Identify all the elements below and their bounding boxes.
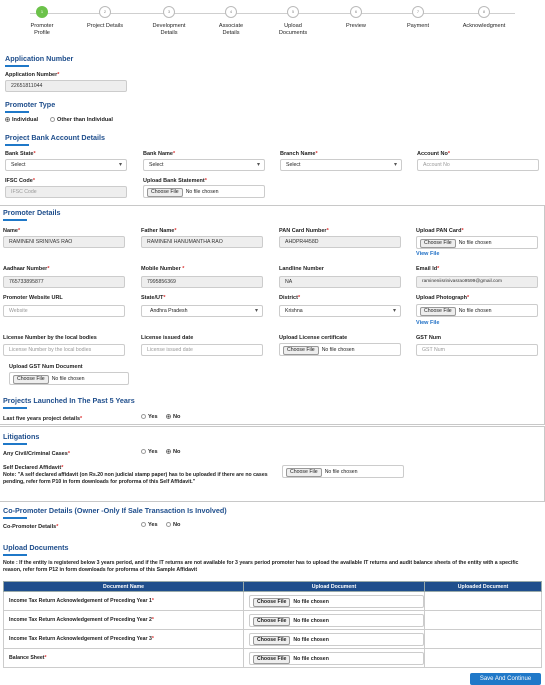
cases-yes-radio[interactable]: Yes [141,449,158,455]
branch-name-select[interactable]: Select ▾ [280,159,402,171]
upload-photo-file[interactable] [416,304,538,317]
step-2[interactable] [75,6,135,30]
copromoter-no-radio[interactable]: No [166,522,180,528]
step-label: Acknowledgment [462,23,506,29]
section-underline [3,554,27,556]
upload-cell [244,611,425,630]
license-number-label: License Number by the local bodies [3,335,97,341]
document-file-input[interactable] [249,595,424,608]
step-label: Preview [346,23,366,29]
radio-dot[interactable] [141,522,146,527]
document-name-cell: Balance Sheet* [4,649,244,668]
section-projects: Projects Launched In The Past 5 Years [3,396,135,405]
mobile-label: Mobile Number * [141,266,185,272]
step-label: Payment [406,23,430,29]
file-status: No file chosen [458,308,492,314]
document-name-cell: Income Tax Return Acknowledgement of Preceding Year 3* [4,630,244,649]
gst-input[interactable]: GST Num [416,344,538,356]
upload-cell [244,649,425,668]
section-litigations: Litigations [3,432,40,441]
application-number-field: 22651811044 [5,80,127,92]
choose-file-button[interactable]: Choose File [286,468,322,477]
step-1[interactable] [12,6,72,37]
choose-file-button[interactable]: Choose File [283,346,319,355]
choose-file-button[interactable]: Choose File [253,617,290,626]
step-8[interactable] [454,6,514,30]
step-label: Upload Documents [278,23,308,36]
father-name-field: RAMINENI HANUMANTHA RAO [141,236,263,248]
choose-file-button[interactable]: Choose File [420,307,456,316]
section-underline [3,407,27,409]
table-row [4,592,542,611]
step-number: 1 [36,6,48,18]
step-label: Project Details [86,23,124,29]
uploaded-cell [425,630,542,649]
document-file-input[interactable] [249,652,424,665]
choose-file-button[interactable]: Choose File [253,598,290,607]
cases-question: Any Civil/Criminal Cases* [3,451,70,457]
step-number: 5 [287,6,299,18]
name-label: Name* [3,228,21,234]
pan-field: AHDPR4458D [279,236,401,248]
file-status: No file chosen [321,347,355,353]
aadhaar-label: Aadhaar Number* [3,266,50,272]
file-status: No file chosen [458,240,492,246]
bank-state-select[interactable]: Select ▾ [5,159,127,171]
pan-label: PAN Card Number* [279,228,329,234]
affidavit-label: Self Declared Affidavit* [3,465,64,471]
district-label: District* [279,295,301,301]
choose-file-button[interactable]: Choose File [420,239,456,248]
email-label: Email Id* [416,266,440,272]
table-row [4,649,542,668]
step-5[interactable] [263,6,323,37]
name-field: RAMINENI SRINIVAS RAO [3,236,125,248]
document-file-input[interactable] [249,633,424,646]
section-underline [3,517,27,519]
col-uploaded-document: Uploaded Document [425,582,542,592]
upload-pan-file[interactable] [416,236,538,249]
step-number: 8 [478,6,490,18]
state-select[interactable]: Andhra Pradesh ▾ [141,305,263,317]
account-no-label: Account No* [417,151,451,157]
license-date-label: License issued date [141,335,194,341]
website-label: Promoter Website URL [3,295,63,301]
bank-statement-file[interactable] [143,185,265,198]
radio-dot[interactable] [166,522,171,527]
section-application: Application Number [5,54,74,63]
upload-pan-label: Upload PAN Card* [416,228,464,234]
radio-dot[interactable] [50,117,55,122]
state-label: State/UT* [141,295,166,301]
step-number: 7 [412,6,424,18]
view-photo-link[interactable]: View File [416,320,440,326]
radio-dot[interactable] [141,449,146,454]
bank-name-select[interactable]: Select ▾ [143,159,265,171]
father-name-label: Father Name* [141,228,177,234]
step-number: 3 [163,6,175,18]
table-row [4,611,542,630]
projects-yes-radio[interactable]: Yes [141,414,158,420]
landline-field: NA [279,276,401,288]
email-field: ramineniisrinivasrao9599@gmail.com [416,276,538,288]
license-upload-label: Upload License certificate [279,335,348,341]
upload-note: Note : If the entity is registered below 3 years period, and if the IT returns are not available for 3 years period promoter has to upload the available IT returns and audit balance sheets of the entity with a specific reason, refer form P12 in form downloads for proforma of this Sample Affidavit [3,560,519,573]
step-label: Development Details [152,23,186,36]
section-promoter-details: Promoter Details [3,208,61,217]
file-status: No file chosen [293,655,329,662]
document-name-cell: Income Tax Return Acknowledgement of Preceding Year 1* [4,592,244,611]
step-6[interactable] [326,6,386,30]
gst-label: GST Num [416,335,442,341]
file-status: No file chosen [293,598,329,605]
affidavit-note: Note: "A self declared affidavit (on Rs.20 non judicial stamp paper) has to be uploaded if there are no cases pending, refer form P10 in form downloads for proforma of this Self Affidavit." [3,472,268,485]
bank-name-label: Bank Name* [143,151,176,157]
step-label: Associate Details [218,23,244,36]
uploaded-cell [425,611,542,630]
uploaded-cell [425,592,542,611]
col-document-name: Document Name [4,582,244,592]
file-status: No file chosen [293,617,329,624]
upload-cell [244,630,425,649]
projects-no-radio[interactable]: No [166,414,180,420]
branch-name-label: Branch Name* [280,151,318,157]
file-status: No file chosen [185,189,219,195]
section-underline [5,144,29,146]
radio-dot[interactable] [5,117,10,122]
col-upload-document: Upload Document [244,582,425,592]
section-underline [3,219,27,221]
application-number-label: Application Number* [5,72,60,78]
radio-individual[interactable]: Individual [5,117,38,123]
choose-file-button[interactable]: Choose File [147,188,183,197]
affidavit-file[interactable] [282,465,404,478]
license-number-input[interactable]: License Number by the local bodies [3,344,125,356]
license-upload-file[interactable] [279,343,401,356]
section-bank: Project Bank Account Details [5,133,105,142]
radio-other-than-individual[interactable]: Other than Individual [50,117,113,123]
document-name-cell: Income Tax Return Acknowledgement of Preceding Year 2* [4,611,244,630]
section-underline [5,111,29,113]
license-date-input[interactable]: License issued date [141,344,263,356]
radio-dot[interactable] [166,449,171,454]
mobile-field: 7995856369 [141,276,263,288]
file-status: No file chosen [293,636,329,643]
district-select[interactable]: Krishna ▾ [279,305,401,317]
section-upload-documents: Upload Documents [3,543,69,552]
account-no-input[interactable]: Account No [417,159,539,171]
copromoter-yes-radio[interactable]: Yes [141,522,158,528]
step-number: 2 [99,6,111,18]
choose-file-button[interactable]: Choose File [253,655,290,664]
file-status: No file chosen [51,376,85,382]
gst-upload-label: Upload GST Num Document [9,364,83,370]
section-underline [5,65,29,67]
choose-file-button[interactable]: Choose File [253,636,290,645]
step-4[interactable] [201,6,261,37]
file-status: No file chosen [324,469,358,475]
gst-upload-file[interactable] [9,372,129,385]
section-underline [3,443,27,445]
table-row [4,630,542,649]
copromoter-question: Co-Promoter Details* [3,524,59,530]
ifsc-input[interactable]: IFSC Code [5,186,127,198]
section-copromoter: Co-Promoter Details (Owner -Only If Sale Transaction Is Involved) [3,506,227,515]
projects-question: Last five years project details* [3,416,83,422]
step-3[interactable] [139,6,199,37]
uploaded-cell [425,649,542,668]
step-number: 4 [225,6,237,18]
upload-cell [244,592,425,611]
bank-statement-label: Upload Bank Statement* [143,178,207,184]
radio-dot[interactable] [141,414,146,419]
section-promoter-type: Promoter Type [5,100,56,109]
view-pan-link[interactable]: View File [416,251,440,257]
step-label: Promoter Profile [30,23,54,36]
step-number: 6 [350,6,362,18]
ifsc-label: IFSC Code* [5,178,35,184]
choose-file-button[interactable]: Choose File [13,375,49,384]
photo-label: Upload Photograph* [416,295,470,301]
documents-table [3,581,542,668]
aadhaar-field: 765733895877 [3,276,125,288]
save-and-continue-button[interactable]: Save And Continue [470,673,541,685]
landline-label: Landline Number [279,266,324,272]
website-input[interactable]: Website [3,305,125,317]
document-file-input[interactable] [249,614,424,627]
cases-no-radio[interactable]: No [166,449,180,455]
step-7[interactable] [388,6,448,30]
bank-state-label: Bank State* [5,151,36,157]
radio-dot[interactable] [166,414,171,419]
litigations-panel [0,426,545,502]
